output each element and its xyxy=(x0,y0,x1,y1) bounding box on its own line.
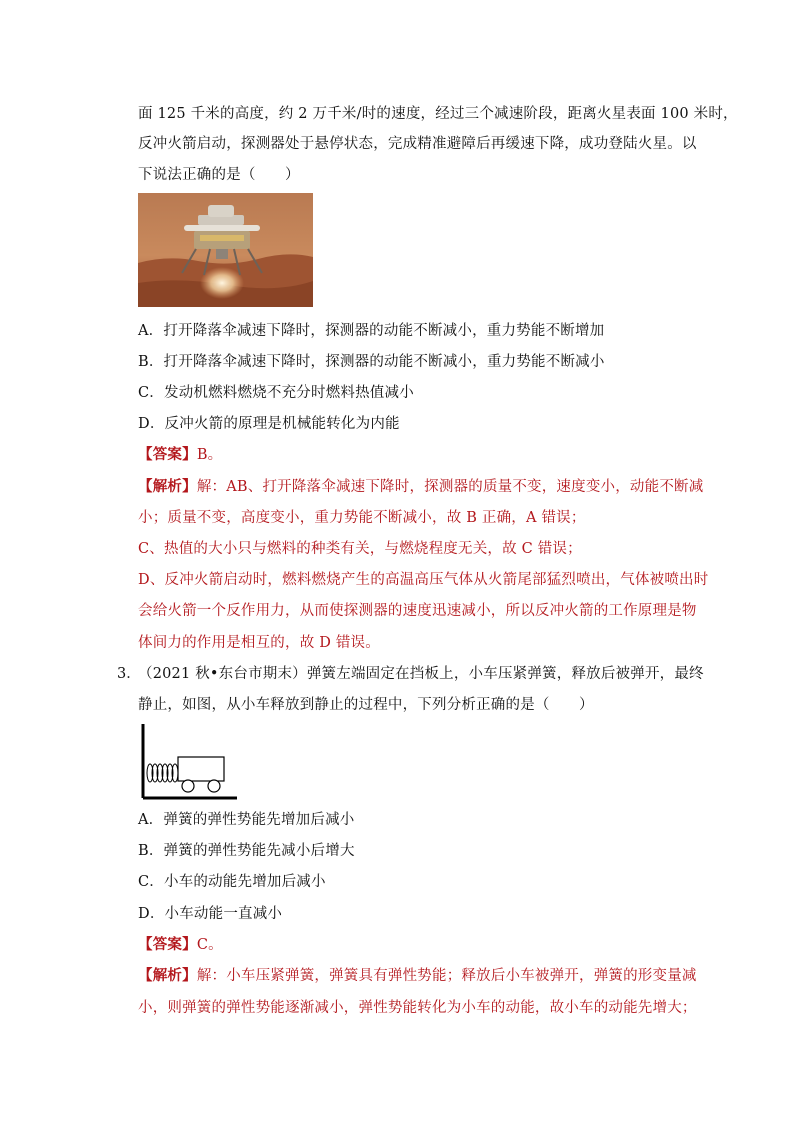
q3-stem-line-2: 静止，如图，从小车释放到静止的过程中，下列分析正确的是（ ） xyxy=(138,697,594,713)
spring-cart-diagram xyxy=(138,722,238,802)
mars-lander-photo xyxy=(138,193,313,307)
q3-analysis-label: 【解析】 xyxy=(138,967,197,984)
intro-line-1: 面 125 千米的高度，约 2 万千米/时的速度，经过三个减速阶段，距离火星表面 100 米时， xyxy=(138,106,738,122)
q2-analysis-line-1 xyxy=(138,477,703,497)
q2-analysis-label: 【解析】 xyxy=(138,478,197,495)
q2-answer-label: 【答案】 xyxy=(138,446,197,463)
q2-analysis-line-4: D、反冲火箭启动时，燃料燃烧产生的高温高压气体从火箭尾部猛烈喷出，气体被喷出时 xyxy=(138,572,709,588)
q2-answer-value: B。 xyxy=(196,447,223,463)
q3-number: 3． xyxy=(117,666,141,682)
q2-option-c: C．发动机燃料燃烧不充分时燃料热值减小 xyxy=(138,385,414,401)
q2-analysis-line-5: 会给火箭一个反作用力，从而使探测器的速度迅速减小，所以反冲火箭的工作原理是物 xyxy=(138,603,697,619)
q2-analysis-line-6: 体间力的作用是相互的，故 D 错误。 xyxy=(138,635,380,651)
intro-line-2: 反冲火箭启动，探测器处于悬停状态，完成精准避障后再缓速下降，成功登陆火星。以 xyxy=(138,136,697,152)
q3-option-c: C．小车的动能先增加后减小 xyxy=(138,874,326,890)
q2-analysis-line-2: 小；质量不变，高度变小，重力势能不断减小，故 B 正确，A 错误； xyxy=(138,510,586,526)
q2-option-d: D．反冲火箭的原理是机械能转化为内能 xyxy=(138,416,400,432)
spring xyxy=(147,764,178,782)
q3-analysis-line-2: 小，则弹簧的弹性势能逐渐减小，弹性势能转化为小车的动能，故小车的动能先增大； xyxy=(138,1000,697,1016)
cart-wheel-right xyxy=(208,780,220,792)
q3-analysis-text-1: 解：小车压紧弹簧，弹簧具有弹性势能；释放后小车被弹开，弹簧的形变量减 xyxy=(196,968,697,984)
cart-wheel-left xyxy=(182,780,194,792)
cart-body xyxy=(178,757,224,781)
q2-analysis-line-3: C、热值的大小只与燃料的种类有关，与燃烧程度无关，故 C 错误； xyxy=(138,541,582,557)
q3-option-a: A．弹簧的弹性势能先增加后减小 xyxy=(138,812,355,828)
q2-option-b: B．打开降落伞减速下降时，探测器的动能不断减小，重力势能不断减小 xyxy=(138,354,605,370)
q2-option-a: A．打开降落伞减速下降时，探测器的动能不断减小，重力势能不断增加 xyxy=(138,323,605,339)
q3-option-b: B．弹簧的弹性势能先减小后增大 xyxy=(138,843,355,859)
q3-analysis-line-1 xyxy=(138,966,697,986)
q2-answer xyxy=(138,445,222,465)
q3-answer-label: 【答案】 xyxy=(138,936,197,953)
q3-answer-value: C。 xyxy=(196,937,223,953)
q3-option-d: D．小车动能一直减小 xyxy=(138,906,283,922)
q3-answer xyxy=(138,935,223,955)
q3-stem-line-1: （2021 秋•东台市期末）弹簧左端固定在挡板上，小车压紧弹簧，释放后被弹开，最终 xyxy=(138,666,704,682)
q2-analysis-text-1: 解：AB、打开降落伞减速下降时，探测器的质量不变，速度变小，动能不断减 xyxy=(196,479,704,495)
intro-line-3: 下说法正确的是（ ） xyxy=(138,167,300,183)
